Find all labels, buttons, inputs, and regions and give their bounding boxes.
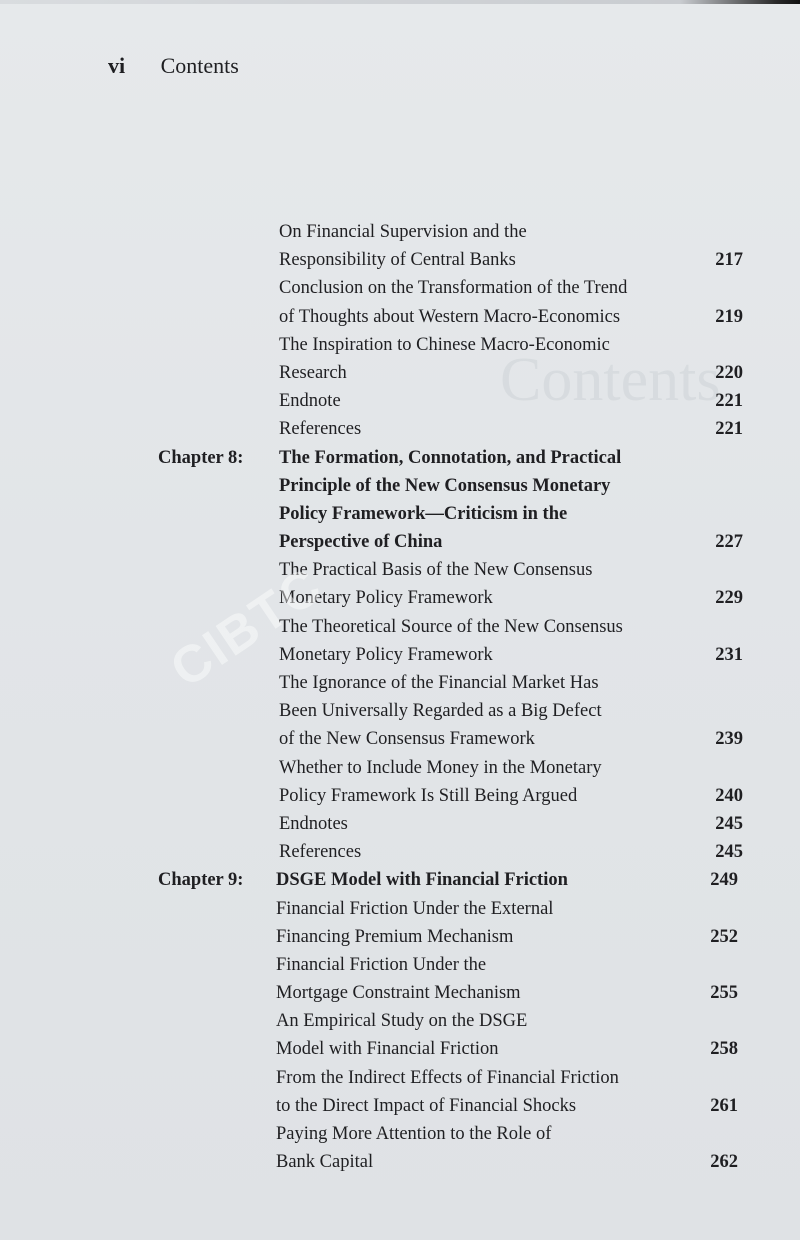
page-number: 261: [710, 1095, 738, 1116]
page-number: 249: [710, 870, 738, 891]
bleed-through-text: Contents: [500, 346, 721, 414]
toc-entry: [0, 331, 800, 359]
page-number: 221: [715, 391, 743, 412]
toc-entry: [0, 584, 800, 612]
section-title-line: Monetary Policy Framework: [279, 644, 493, 665]
toc-entry: [0, 444, 800, 472]
toc-entry: [0, 895, 800, 923]
section-title-line: Research: [279, 362, 347, 383]
toc-entry: [0, 218, 800, 246]
section-title-line: References: [279, 419, 362, 440]
chapter-title-line: Principle of the New Consensus Monetary: [279, 475, 611, 496]
page-number: 239: [715, 729, 743, 750]
toc-entry: [0, 810, 800, 838]
section-title-line: Financial Friction Under the External: [276, 898, 554, 919]
toc-entry: [0, 274, 800, 302]
chapter-title-line: The Formation, Connotation, and Practical: [279, 447, 622, 468]
toc-entry: [0, 500, 800, 528]
toc-entry: [0, 303, 800, 331]
toc-entry: [0, 1120, 800, 1148]
toc-entry: [0, 1092, 800, 1120]
toc-chapter-8: [0, 444, 800, 867]
toc-entry: [0, 415, 800, 443]
toc-entry: [0, 556, 800, 584]
section-title-line: Been Universally Regarded as a Big Defect: [279, 701, 602, 722]
toc-entry: [0, 923, 800, 951]
toc-entry: [0, 1064, 800, 1092]
table-of-contents: [0, 218, 800, 1176]
toc-entry: [0, 979, 800, 1007]
section-title-line: References: [279, 842, 362, 863]
section-title-line: Responsibility of Central Banks: [279, 250, 516, 271]
page-top-edge: [0, 0, 800, 4]
toc-entry: [0, 472, 800, 500]
section-title-line: Financing Premium Mechanism: [276, 926, 514, 947]
section-title-line: The Theoretical Source of the New Consensus: [279, 616, 623, 637]
section-title-line: The Ignorance of the Financial Market Has: [279, 673, 599, 693]
watermark-stamp: CIBTC: [160, 556, 333, 699]
toc-entry: [0, 754, 800, 782]
toc-entry: [0, 613, 800, 641]
toc-entry: [0, 669, 800, 697]
page-number: 217: [715, 250, 743, 271]
toc-entry: [0, 838, 800, 866]
toc-entry: [0, 866, 800, 894]
page-number: 231: [715, 644, 743, 665]
chapter-title-line: Perspective of China: [279, 532, 443, 553]
toc-entry: [0, 725, 800, 753]
toc-entry: [0, 246, 800, 274]
section-title-line: to the Direct Impact of Financial Shocks: [276, 1095, 577, 1116]
page-number: 258: [710, 1039, 738, 1060]
section-title-line: of the New Consensus Framework: [279, 729, 535, 750]
toc-entry: [0, 951, 800, 979]
page-number: 219: [715, 306, 743, 327]
toc-entry: [0, 528, 800, 556]
running-head: [108, 52, 239, 80]
chapter-title-line: DSGE Model with Financial Friction: [276, 870, 568, 891]
section-title-line: From the Indirect Effects of Financial Friction: [276, 1067, 619, 1088]
section-title-line: An Empirical Study on the DSGE: [276, 1011, 528, 1032]
section-title-line: Model with Financial Friction: [276, 1039, 499, 1060]
section-title-line: Conclusion on the Transformation of the Trend: [279, 278, 628, 299]
page-number: 252: [710, 926, 738, 947]
chapter-label: Chapter 8:: [158, 447, 244, 468]
section-title-line: Paying More Attention to the Role of: [276, 1124, 552, 1144]
toc-entry: [0, 697, 800, 725]
section-title-line: Mortgage Constraint Mechanism: [276, 983, 521, 1004]
section-title-line: Endnote: [279, 391, 341, 412]
section-title-line: Policy Framework Is Still Being Argued: [279, 785, 578, 806]
section-title-line: The Practical Basis of the New Consensus: [279, 560, 593, 581]
section-title-line: of Thoughts about Western Macro-Economics: [279, 306, 621, 327]
page-number: 245: [715, 813, 743, 834]
chapter-title-line: Policy Framework—Criticism in the: [279, 503, 568, 524]
toc-entry: [0, 359, 800, 387]
section-title-line: Whether to Include Money in the Monetary: [279, 757, 602, 778]
toc-section-group: [0, 218, 800, 444]
section-title-line: Financial Friction Under the: [276, 954, 487, 975]
page-number: 262: [710, 1152, 738, 1173]
toc-entry: [0, 641, 800, 669]
section-title-line: Monetary Policy Framework: [279, 588, 493, 609]
toc-entry: [0, 387, 800, 415]
page-number: 221: [715, 419, 743, 440]
toc-entry: [0, 1148, 800, 1176]
toc-entry: [0, 1007, 800, 1035]
toc-entry: [0, 782, 800, 810]
section-title-line: On Financial Supervision and the: [279, 222, 527, 242]
section-title-line: Endnotes: [279, 813, 348, 834]
section-title-line: The Inspiration to Chinese Macro-Economic: [279, 334, 610, 355]
page-number: 229: [715, 588, 743, 609]
section-title-line: Bank Capital: [276, 1152, 374, 1173]
page-number: 240: [715, 785, 743, 806]
toc-chapter-9: [0, 866, 800, 1176]
chapter-label: Chapter 9:: [158, 870, 244, 891]
page-number: 255: [710, 983, 738, 1004]
page-number: 220: [715, 362, 743, 383]
page-title: Contents: [160, 53, 239, 78]
toc-entry: [0, 1035, 800, 1063]
page-number: 227: [715, 532, 743, 553]
page-folio: vi: [108, 53, 126, 78]
page-number: 245: [715, 842, 743, 863]
